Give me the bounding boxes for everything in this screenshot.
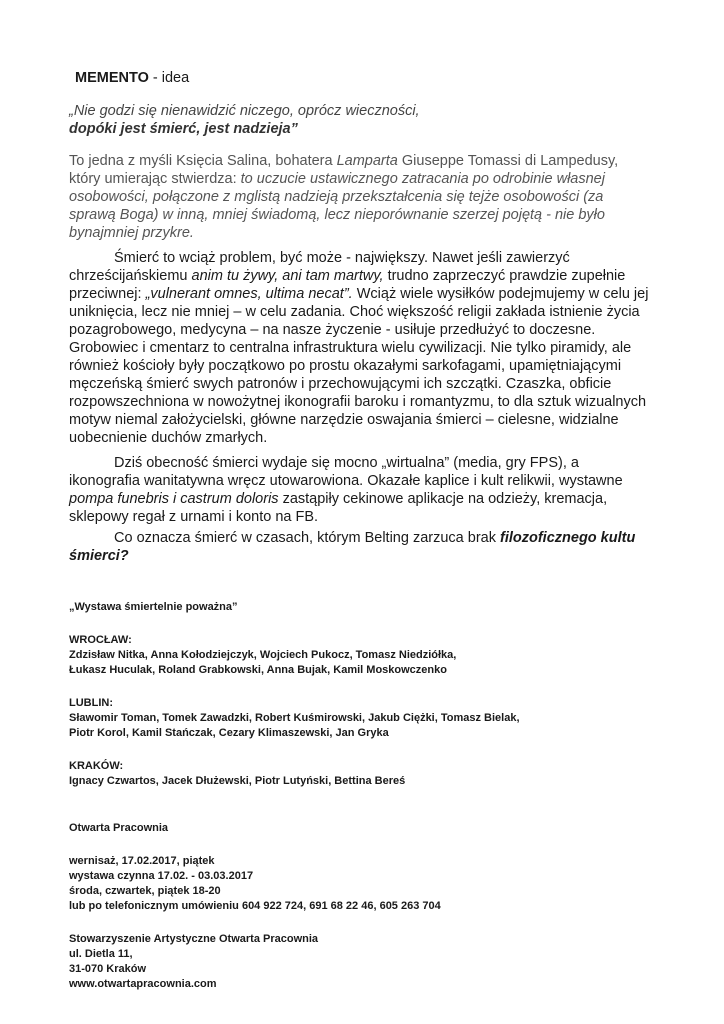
p1-line-5: pozagrobowego, medycyna – na nasze życzenie - usiłuje przedłużyć to doczesne.	[69, 322, 596, 338]
p2-line-3	[69, 490, 657, 508]
p2-line-1: Dziś obecność śmierci wydaje się mocno „wirtualna” (media, gry FPS), a	[114, 455, 579, 471]
intro-text: który umierając stwierdza:	[69, 171, 241, 187]
venue-name: Otwarta Pracownia	[69, 822, 169, 834]
p1-line-9: rozpowszechniona w nowożytnej ikonografii baroku i romantyzmu, to dla sztuk wizualnych	[69, 394, 647, 410]
city-label-wroclaw: WROCŁAW:	[69, 634, 132, 646]
question-line-2: śmierci?	[69, 548, 129, 564]
city-label-lublin: LUBLIN:	[69, 697, 113, 709]
intro-text: Giuseppe Tomassi di Lampedusy,	[397, 153, 619, 169]
artists-krakow-1: Ignacy Czwartos, Jacek Dłużewski, Piotr Lutyński, Bettina Bereś	[69, 775, 406, 787]
question-text: Co oznacza śmierć w czasach, którym Belting zarzuca brak	[114, 530, 500, 546]
epigraph-quote	[69, 102, 420, 138]
intro-paragraph	[69, 152, 657, 242]
title-rest: - idea	[148, 70, 190, 86]
p1-text: Wciąż wiele wysiłków podejmujemy w celu jej	[352, 286, 649, 302]
document-title	[75, 70, 189, 86]
p1-line-2	[69, 267, 659, 285]
p1-line-11: uobecnienie duchów zmarłych.	[69, 430, 268, 446]
exhibition-title: „Wystawa śmiertelnie poważna”	[69, 601, 238, 613]
p1-text: trudno zaprzeczyć prawdzie zupełnie	[383, 268, 626, 284]
quote-line-2: dopóki jest śmierć, jest nadzieja”	[69, 121, 298, 137]
organizer-website[interactable]: www.otwartapracownia.com	[69, 978, 217, 990]
p1-line-8: męczeńską śmierć swych patronów i przechowującymi ich szczątki. Czaszka, obficie	[69, 376, 612, 392]
intro-line-2	[69, 170, 657, 188]
organizer-city: 31-070 Kraków	[69, 963, 147, 975]
artists-wroclaw-1: Zdzisław Nitka, Anna Kołodziejczyk, Wojciech Pukocz, Tomasz Niedziółka,	[69, 649, 457, 661]
p1-line-7: również kościoły były początkowo po prostu okazałymi sarkofagami, upamiętniającymi	[69, 358, 622, 374]
phone-numbers: lub po telefonicznym umówieniu 604 922 724, 691 68 22 46, 605 263 704	[69, 900, 441, 912]
intro-line-3: osobowości, połączone z mglistą nadzieją przekształcenia się tejże osobowości (za	[69, 189, 604, 205]
p2-line-2: ikonografia wanitatywna wręcz utowarowiona. Okazałe kaplice i kult relikwii, wystawne	[69, 473, 623, 489]
intro-line-4: sprawą Boga) w inną, mniej świadomą, lecz nieporównanie szerzej pojętą - nie było	[69, 207, 605, 223]
p1-line-10: motyw niemal założycielski, główne narzędzie oswajania śmierci – cielesne, widzialne	[69, 412, 619, 428]
p1-line-3	[69, 285, 659, 303]
p2-line-4: sklepowy regał z urnami i konto na FB.	[69, 509, 319, 525]
opening-hours: środa, czwartek, piątek 18-20	[69, 885, 221, 897]
p1-text: chrześcijańskiemu	[69, 268, 192, 284]
intro-citation: to uczucie ustawicznego zatracania po odrobinie własnej	[240, 171, 605, 187]
p1-line-4: uniknięcia, lecz nie mniej – w celu zadania. Choć większość religii zakłada istnienie życia	[69, 304, 640, 320]
exhibition-dates: wystawa czynna 17.02. - 03.03.2017	[69, 870, 254, 882]
p1-line-1: Śmierć to wciąż problem, być może - największy. Nawet jeśli zawierzyć	[114, 250, 570, 266]
artists-wroclaw-2: Łukasz Huculak, Roland Grabkowski, Anna Bujak, Kamil Moskowczenko	[69, 664, 447, 676]
intro-book-title: Lamparta	[336, 153, 398, 169]
intro-line-5: bynajmniej przykre.	[69, 225, 194, 241]
closing-question	[69, 529, 657, 565]
intro-text: To jedna z myśli Księcia Salina, bohatera	[69, 153, 337, 169]
artists-lublin-1: Sławomir Toman, Tomek Zawadzki, Robert Kuśmirowski, Jakub Ciężki, Tomasz Bielak,	[69, 712, 520, 724]
exhibition-info	[69, 600, 520, 992]
quote-line-1: „Nie godzi się nienawidzić niczego, oprócz wieczności,	[69, 103, 420, 119]
p1-line-6: Grobowiec i cmentarz to centralna infrastruktura wielu cywilizacji. Nie tylko piramidy, ale	[69, 340, 632, 356]
p1-text: przeciwnej:	[69, 286, 146, 302]
p2-latin-terms: pompa funebris i castrum doloris	[69, 491, 279, 507]
p1-italic: anim tu żywy, ani tam martwy,	[191, 268, 384, 284]
question-line-1	[69, 529, 657, 547]
paragraph-2	[69, 454, 657, 526]
city-label-krakow: KRAKÓW:	[69, 760, 124, 772]
organizer-name: Stowarzyszenie Artystyczne Otwarta Pracownia	[69, 933, 319, 945]
intro-line-1	[69, 152, 657, 170]
paragraph-1	[69, 249, 659, 447]
organizer-street: ul. Dietla 11,	[69, 948, 133, 960]
artists-lublin-2: Piotr Korol, Kamil Stańczak, Cezary Klimaszewski, Jan Gryka	[69, 727, 389, 739]
opening-date: wernisaż, 17.02.2017, piątek	[69, 855, 215, 867]
title-bold: MEMENTO	[75, 70, 149, 86]
p2-text: zastąpiły cekinowe aplikacje na odzieży, kremacja,	[278, 491, 608, 507]
p1-latin-quote: „vulnerant omnes, ultima necat”.	[145, 286, 353, 302]
question-emphasis: filozoficznego kultu	[500, 530, 636, 546]
